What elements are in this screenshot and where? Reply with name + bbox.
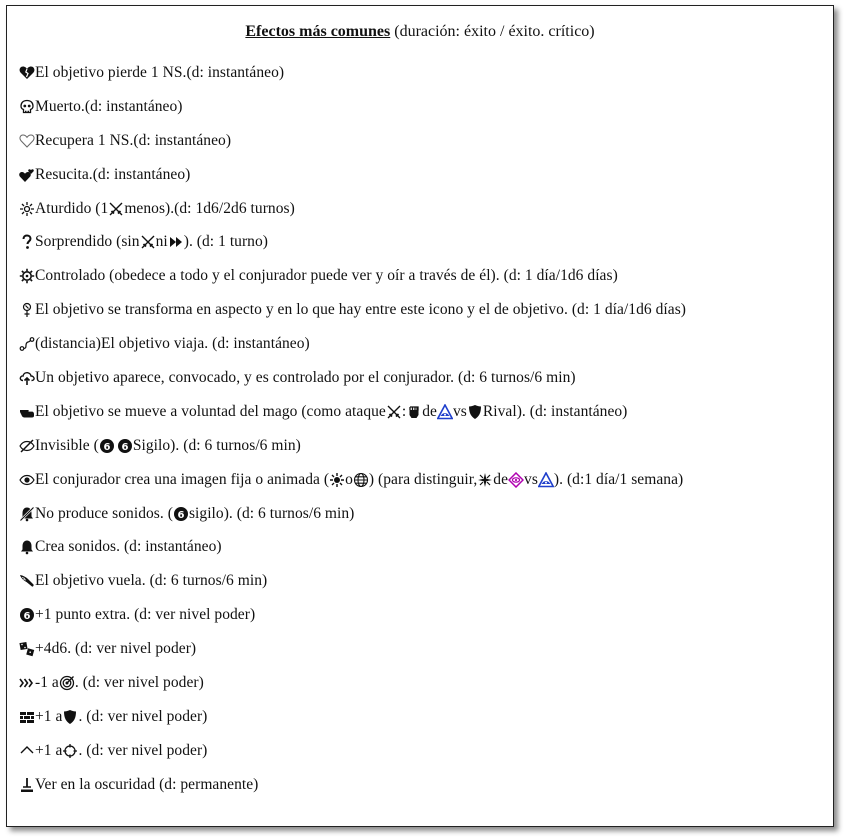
effect-row-transform [19,293,825,327]
svg-text:6: 6 [177,509,185,521]
effect-text: Muerto.(d: instantáneo) [35,97,183,115]
effect-text-c: ) (para distinguir, [368,470,478,488]
effect-text-a: Invisible ( [35,436,99,454]
sparkle-star-icon [477,472,493,488]
effect-text: Un objetivo aparece, convocado, y es controlado por el conjurador. (d: 6 turnos/6 min) [35,368,576,386]
effect-text-b: . (d: ver nivel poder) [78,741,208,759]
gear-icon [19,268,35,284]
effect-row-heal [19,124,825,158]
six-circle-icon [19,607,35,623]
effect-text: El objetivo se transforma en aspecto y en lo que hay entre este icono y el de objetivo. (d: 1 día/1d6 días) [35,301,686,319]
effect-row-damage [19,56,825,90]
effect-text-a: El objetivo se mueve a voluntad del mago (como ataque [35,402,386,420]
caret-icon [19,743,35,759]
effect-row-controlled [19,259,825,293]
fist-icon [406,404,422,420]
sun-icon [329,472,345,488]
hand-icon [19,404,35,420]
fast-forward-icon [168,234,184,250]
hearts-icon [19,167,35,183]
effect-row-surprised [19,225,825,259]
effect-row-sound [19,530,825,564]
effect-text: Recupera 1 NS.(d: instantáneo) [35,131,232,149]
six-circle-icon [117,438,133,454]
panel-title [7,23,833,41]
effect-row-silence [19,497,825,531]
magic-triangle-icon [538,472,554,488]
six-circle-icon [99,438,115,454]
path-icon [19,336,35,352]
heart-outline-icon [19,133,35,149]
title-rest: (duración: éxito / éxito. crítico) [390,23,595,40]
effect-text-a: Aturdido (1 [35,199,109,217]
svg-text:6: 6 [23,610,31,622]
effect-row-minus-target [19,666,825,700]
crossed-swords-icon [386,404,402,420]
shield-icon [62,709,78,725]
effect-text: El objetivo vuela. (d: 6 turnos/6 min) [35,572,268,590]
svg-text:6: 6 [121,441,129,453]
effect-text: Controlado (obedece a todo y el conjurador puede ver y oír a través de él). (d: 1 día/1d6 días) [35,267,618,285]
wing-icon [19,573,35,589]
effect-text: Crea sonidos. (d: instantáneo) [35,538,222,556]
effect-text-a: El conjurador crea una imagen fija o animada ( [35,470,330,488]
question-icon [19,234,35,250]
effect-row-plus-shield [19,700,825,734]
effect-row-extra-point [19,598,825,632]
skull-icon [19,99,35,115]
effect-text-a: +1 a [35,707,63,725]
effect-row-dice [19,632,825,666]
crosshair-icon [62,743,78,759]
effect-text-e: Rival). (d: instantáneo) [482,402,628,420]
effect-text: (distancia)El objetivo viaja. (d: instantáneo) [35,335,310,353]
chevrons-icon [19,675,35,691]
effect-row-revive [19,158,825,192]
globe-icon [353,472,369,488]
effect-text-f: ). (d:1 día/1 semana) [553,470,684,488]
effect-text-b: Sigilo). (d: 6 turnos/6 min) [132,436,301,454]
broken-heart-icon [19,65,35,81]
effect-text-b: sigilo). (d: 6 turnos/6 min) [188,504,355,522]
effect-text: Ver en la oscuridad (d: permanente) [35,775,259,793]
effect-text-a: Sorprendido (sin [35,233,140,251]
effect-text-c: ). (d: 1 turno) [183,233,268,251]
magic-eye-diamond-icon [508,472,524,488]
effect-text-c: de [422,402,437,420]
effect-row-move [19,395,825,429]
effect-text-d: de [493,470,509,488]
bell-slash-icon [19,506,35,522]
effect-text-b: o [345,470,353,488]
effect-text-b: . (d: ver nivel poder) [78,707,208,725]
eye-icon [19,472,35,488]
effect-text-a: +1 a [35,741,63,759]
transform-icon [19,302,35,318]
effects-list [19,56,825,802]
effect-row-fly [19,564,825,598]
effect-text-a: No produce sonidos. ( [35,504,173,522]
magic-triangle-icon [437,404,453,420]
target-icon [59,675,75,691]
effect-row-travel [19,327,825,361]
effect-text: +4d6. (d: ver nivel poder) [35,640,197,658]
effect-text-b: menos).(d: 1d6/2d6 turnos) [124,199,295,217]
eye-slash-icon [19,438,35,454]
effect-text-b: : [401,402,407,420]
crossed-swords-icon [108,201,124,217]
effects-panel [6,5,834,827]
effect-text: El objetivo pierde 1 NS.(d: instantáneo) [35,63,285,81]
effect-row-summon [19,361,825,395]
summon-icon [19,370,35,386]
six-circle-icon [173,506,189,522]
wall-icon [19,709,35,725]
shield-icon [467,404,483,420]
effect-row-illusion [19,463,825,497]
effect-text: Resucita.(d: instantáneo) [35,165,191,183]
effect-text-d: vs [452,402,467,420]
crossed-swords-icon [140,234,156,250]
effect-row-invisible [19,429,825,463]
effect-text-b: . (d: ver nivel poder) [74,673,204,691]
effect-text-a: -1 a [35,673,59,691]
dice-icon [19,641,35,657]
dagger-down-icon [19,777,35,793]
effect-row-darkvision [19,768,825,802]
effect-text-b: ni [155,233,168,251]
title-bold: Efectos más comunes [245,23,391,40]
effect-row-plus-aim [19,734,825,768]
svg-text:6: 6 [103,441,111,453]
stun-icon [19,201,35,217]
effect-row-stunned [19,192,825,226]
effect-row-dead [19,90,825,124]
effect-text-e: vs [524,470,538,488]
bell-icon [19,539,35,555]
effect-text: +1 punto extra. (d: ver nivel poder) [35,606,256,624]
